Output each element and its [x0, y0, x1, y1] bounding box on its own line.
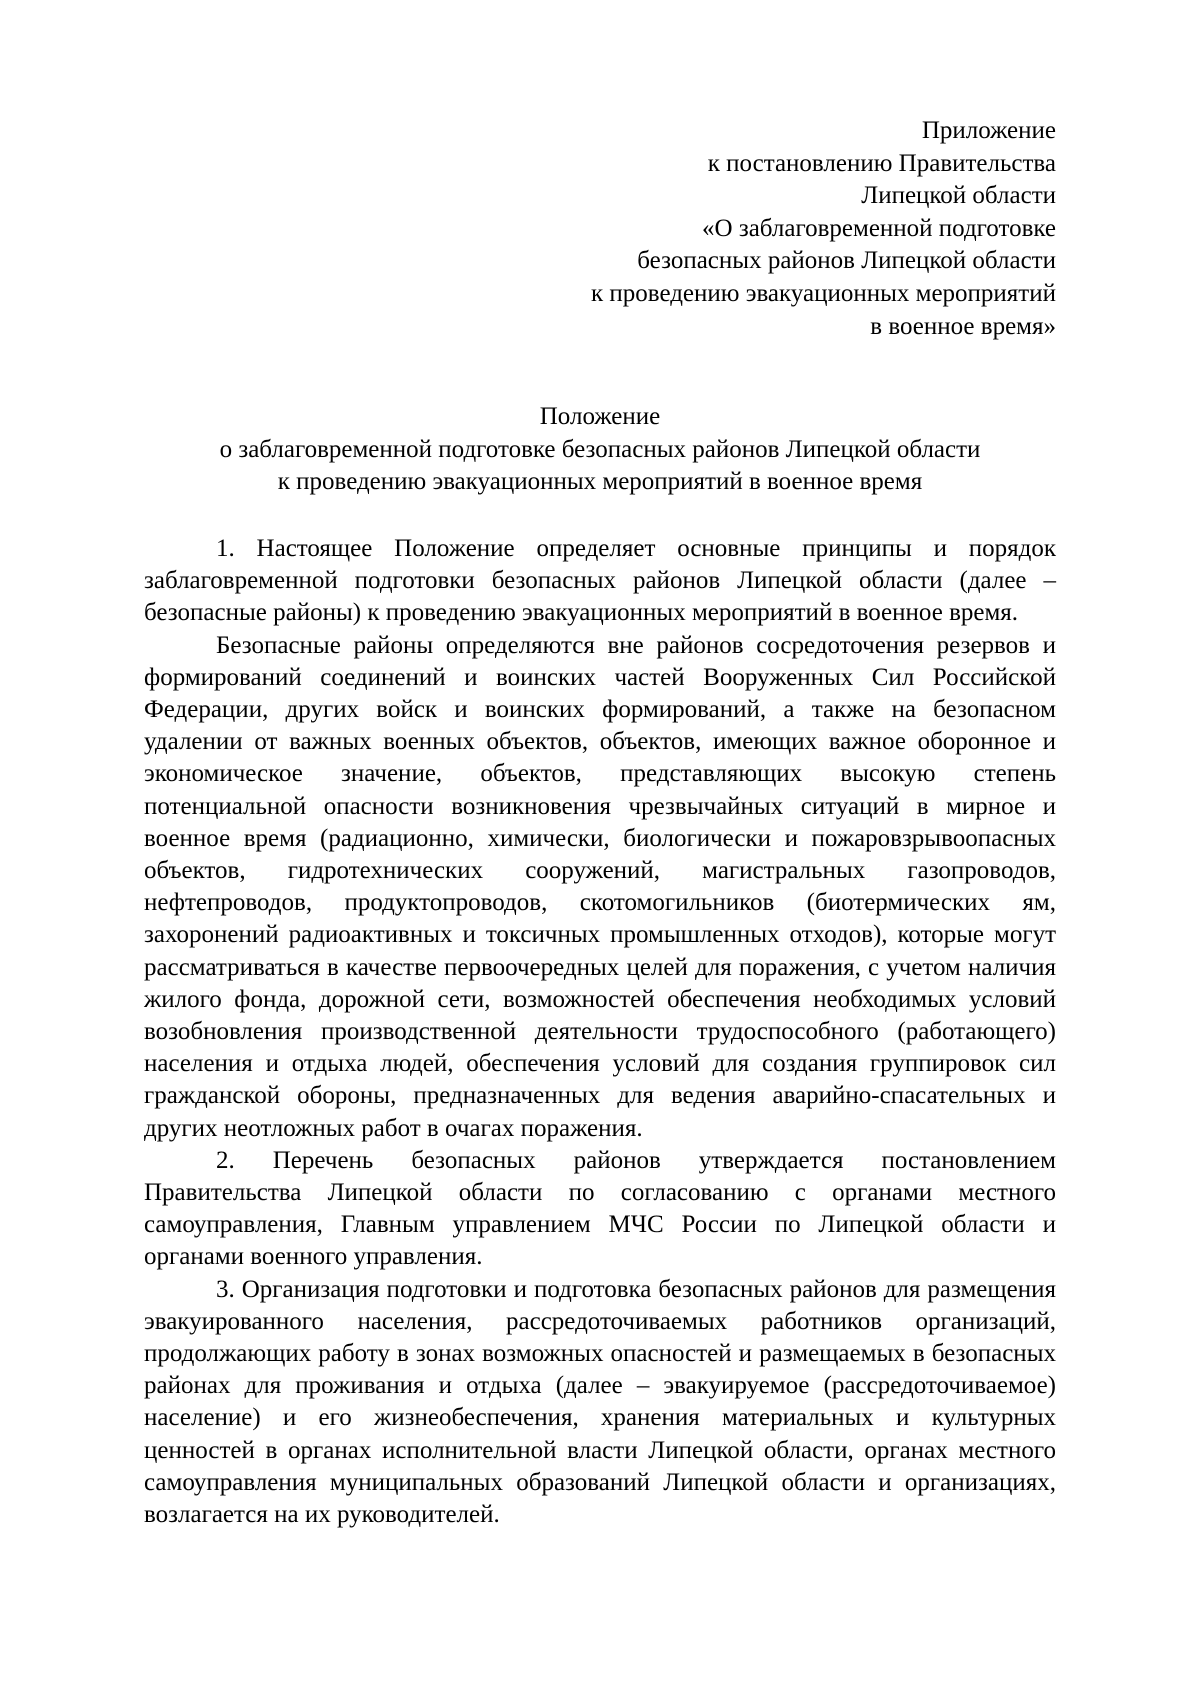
appendix-line: Приложение: [921, 117, 1056, 144]
appendix-line: в военное время»: [870, 312, 1056, 340]
appendix-line: безопасных районов Липецкой области: [637, 247, 1056, 275]
title-heading: Положение: [539, 403, 661, 430]
paragraph-1: 1. Настоящее Положение определяет основные принципы и порядок заблаговременной подготовки безопасных районов Липецкой области (далее – безопасные районы) к проведению эвакуационных мероприятий в военное время.: [144, 535, 1056, 627]
appendix-line: к проведению эвакуационных мероприятий: [591, 279, 1056, 307]
paragraph-2: Безопасные районы определяются вне районов сосредоточения резервов и формирований соединений и воинских частей Вооруженных Сил Российской Федерации, других войск и воинских формирований, а также на безопасном удалении от важных военных объектов, объектов, имеющих важное оборонное и экономическое значение, объектов, представляющих высокую степень потенциальной опасности возникновения чрезвычайных ситуаций в мирное и военное время (радиационно, химически, биологически и пожаровзрывоопасных объектов, гидротехнических сооружений, магистральных газопроводов, нефтепроводов, продуктопроводов, скотомогильников (биотермических ям, захоронений радиоактивных и токсичных промышленных отходов), которые могут рассматриваться в качестве первоочередных целей для поражения, с учетом наличия жилого фонда, дорожной сети, возможностей обеспечения необходимых условий возобновления производственной деятельности трудоспособного (работающего) населения и отдыха людей, обеспечения условий для создания группировок сил гражданской обороны, предназначенных для ведения аварийно-спасательных и других неотложных работ в очагах поражения.: [144, 631, 1056, 1142]
appendix-header: [356, 115, 1056, 343]
appendix-line: Липецкой области: [861, 182, 1056, 210]
title-line: к проведению эвакуационных мероприятий в военное время: [277, 468, 923, 496]
paragraph-4: 3. Организация подготовки и подготовка безопасных районов для размещения эвакуированного населения, рассредоточиваемых работников организаций, продолжающих работу в зонах возможных опасностей и размещаемых в безопасных районах для проживания и отдыха (далее – эвакуируемое (рассредоточиваемое) население) и его жизнеобеспечения, хранения материальных и культурных ценностей в органах исполнительной власти Липецкой области, органах местного самоуправления муниципальных образований Липецкой области и организациях, возлагается на их руководителей.: [144, 1275, 1056, 1529]
document-title: [144, 401, 1056, 499]
appendix-line: «О заблаговременной подготовке: [702, 214, 1056, 242]
title-line: о заблаговременной подготовке безопасных районов Липецкой области: [219, 435, 981, 463]
appendix-line: к постановлению Правительства: [707, 149, 1056, 177]
document-body: [144, 533, 1056, 1531]
paragraph-3: 2. Перечень безопасных районов утверждается постановлением Правительства Липецкой области по согласованию с органами местного самоуправления, Главным управлением МЧС России по Липецкой области и органами военного управления.: [144, 1146, 1056, 1271]
